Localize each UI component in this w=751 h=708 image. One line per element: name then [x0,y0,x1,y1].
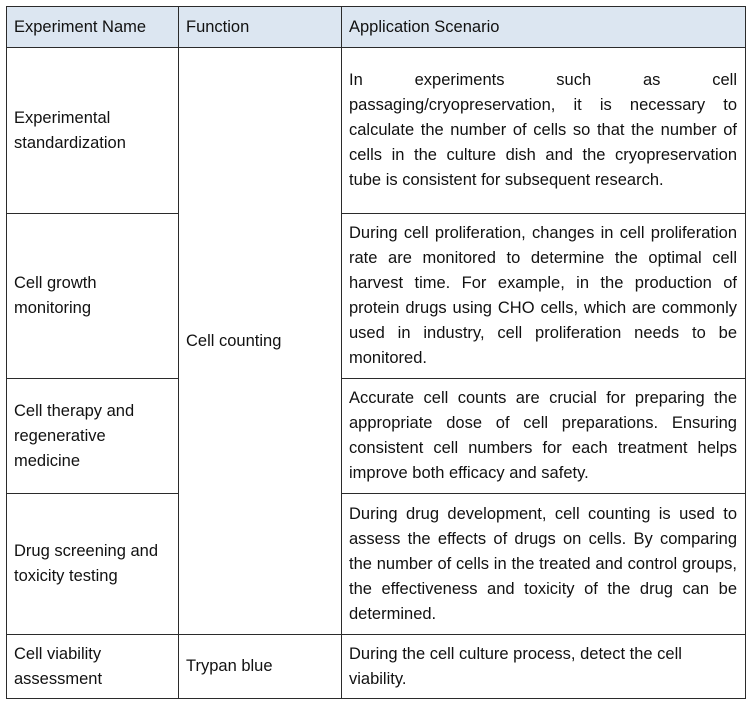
scenario-cell: During drug development, cell counting is used to assess the effects of drugs on cells. By comparing the number of cells in the treated and control groups, the effectiveness and toxicity of the drug can be determined. [342,494,746,635]
function-cell: Trypan blue [179,635,342,699]
applications-table [6,6,746,699]
scenario-cell: In experiments such as cell passaging/cryopreservation, it is necessary to calculate the number of cells so that the number of cells in the culture dish and the cryopreservation tube is consistent for subsequent research. [342,48,746,214]
table-row [7,48,746,214]
experiment-name-cell: Cell growth monitoring [7,214,179,379]
header-application-scenario: Application Scenario [342,7,746,48]
header-experiment-name: Experiment Name [7,7,179,48]
function-cell: Cell counting [179,48,342,635]
scenario-cell: During the cell culture process, detect the cell viability. [342,635,746,699]
experiment-name-cell: Cell therapy and regenerative medicine [7,379,179,494]
table-header-row [7,7,746,48]
scenario-cell: Accurate cell counts are crucial for preparing the appropriate dose of cell preparations. Ensuring consistent cell numbers for each treatment helps improve both efficacy and safety. [342,379,746,494]
experiment-name-cell: Drug screening and toxicity testing [7,494,179,635]
table-row [7,635,746,699]
table-row [7,214,746,379]
scenario-cell: During cell proliferation, changes in cell proliferation rate are monitored to determine the optimal cell harvest time. For example, in the production of protein drugs using CHO cells, which are commonly used in industry, cell proliferation needs to be monitored. [342,214,746,379]
table-row [7,379,746,494]
table-row [7,494,746,635]
experiment-name-cell: Experimental standardization [7,48,179,214]
experiment-name-cell: Cell viability assessment [7,635,179,699]
header-function: Function [179,7,342,48]
